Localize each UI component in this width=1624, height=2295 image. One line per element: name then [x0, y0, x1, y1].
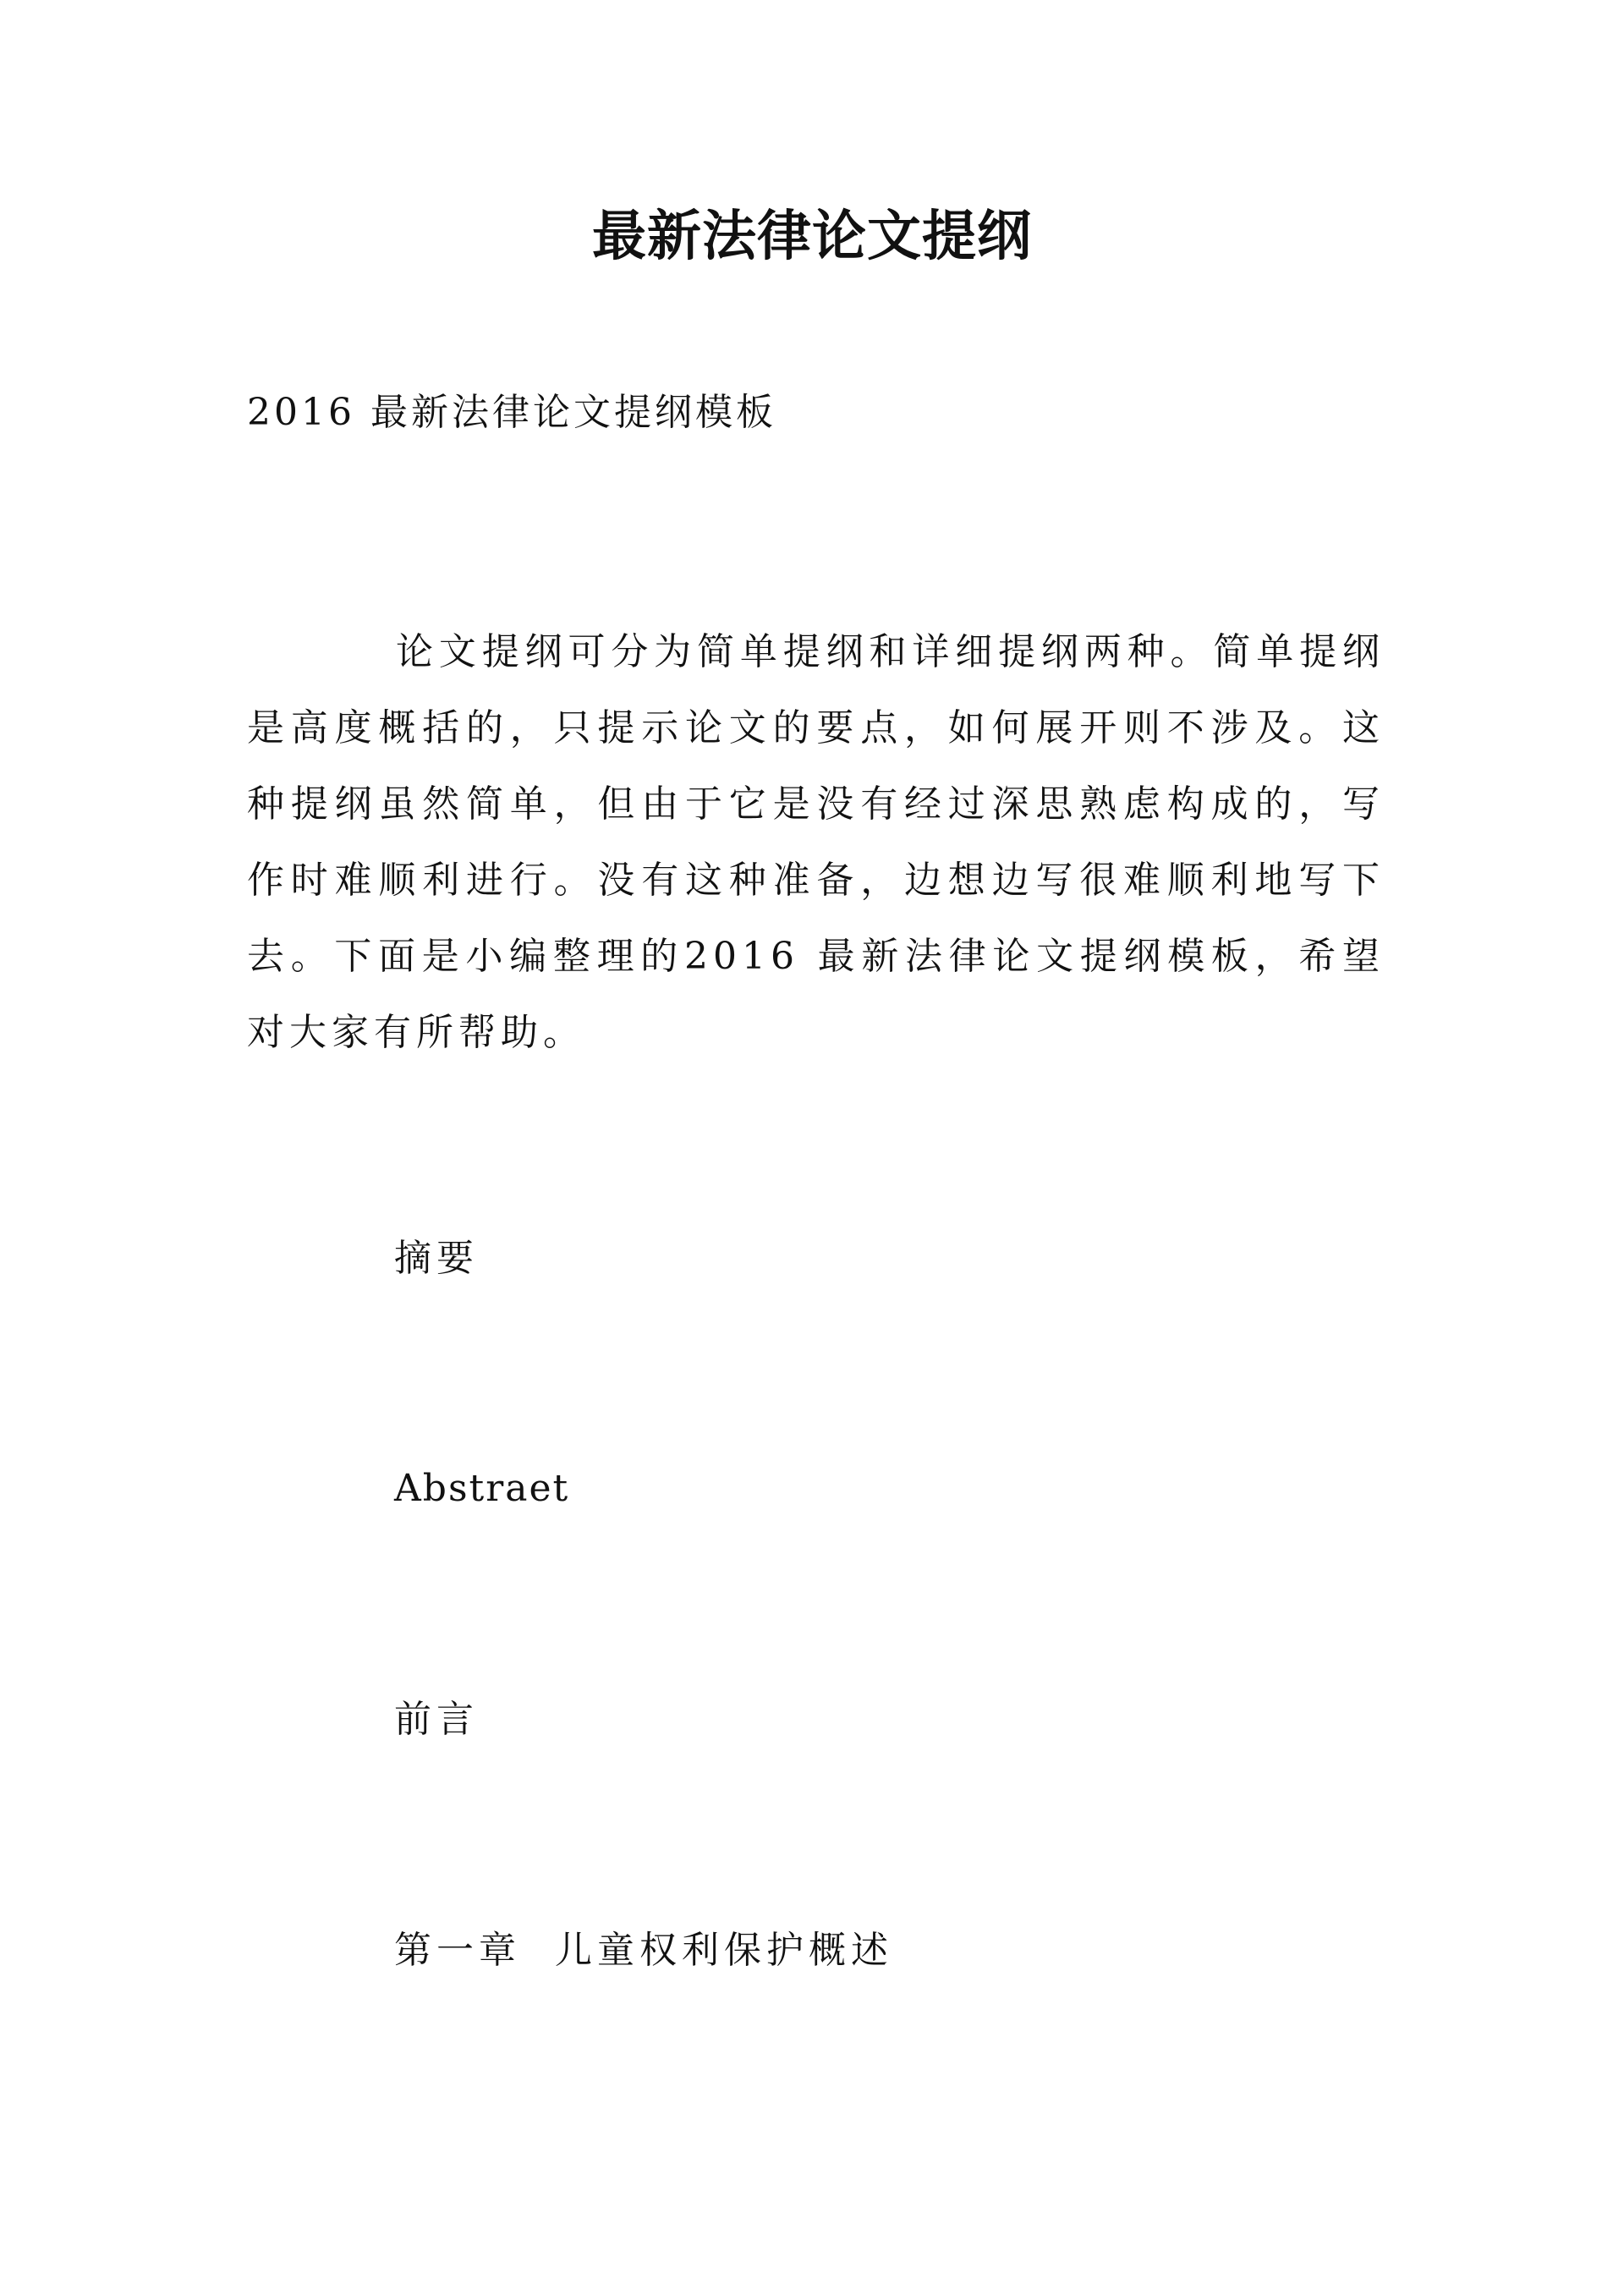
- intro-paragraph: 论文提纲可分为简单提纲和详细提纲两种。简单提纲是高度概括的，只提示论文的要点，如何展开则不涉及。这种提纲虽然简单，但由于它是没有经过深思熟虑构成的，写作时难顺利进行。没有这种准备，边想边写很难顺利地写下去。下面是小编整理的2016 最新法律论文提纲模板，希望对大家有所帮助。: [247, 630, 1385, 1054]
- section-chapter-one: 第一章 儿童权利保护概述: [394, 1929, 893, 1972]
- section-preface: 前言: [394, 1698, 479, 1741]
- document-title: 最新法律论文提纲: [592, 206, 1032, 268]
- document-subtitle: 2016 最新法律论文提纲模板: [247, 391, 776, 434]
- section-abstract-cn: 摘要: [394, 1237, 479, 1280]
- section-abstract-en: Abstraet: [394, 1467, 570, 1510]
